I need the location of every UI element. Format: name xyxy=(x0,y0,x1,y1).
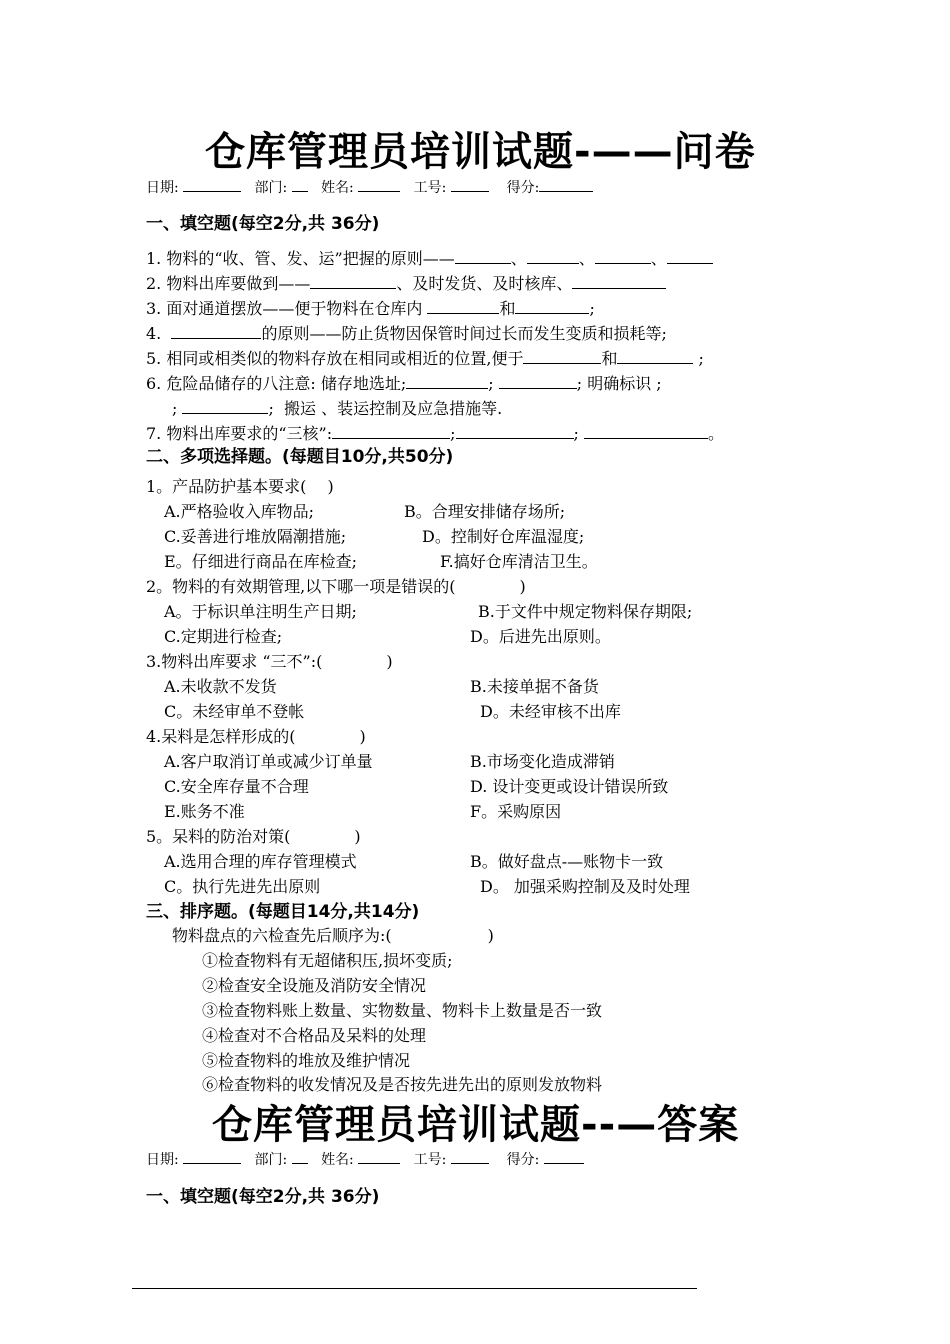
dept-label: 部门: xyxy=(254,1152,288,1168)
q6-semicolon: ; xyxy=(172,399,178,418)
fill-question-2 xyxy=(146,271,666,294)
q5-text: 5. 相同或相类似的物料存放在相同或相近的位置,便于 xyxy=(146,349,524,368)
name-label: 姓名: xyxy=(321,1152,354,1168)
q6-text-b: 明确标识 ; xyxy=(587,374,662,393)
mc-q1-option-d[interactable]: D。控制好仓库温湿度; xyxy=(422,527,585,546)
fill-question-3: 3. 面对通道摆放——便于物料在仓库内 和 ; xyxy=(146,299,595,318)
mc-question-5: 5。呆料的防治对策( ) xyxy=(146,827,361,846)
footer-rule xyxy=(132,1288,697,1289)
q2-text: 2. 物料出库要做到—— xyxy=(146,274,311,293)
mc-q1-option-a[interactable]: A.严格验收入库物品; xyxy=(164,502,315,521)
date-blank[interactable] xyxy=(183,177,241,192)
mc-q4-option-e[interactable]: E.账务不准 xyxy=(164,802,245,821)
mc-question-1: 1。产品防护基本要求( ) xyxy=(146,477,334,496)
empno-blank[interactable] xyxy=(451,1149,489,1164)
q7-text: 7. 物料出库要求的“三核”: xyxy=(146,424,333,443)
mc-q3-option-a[interactable]: A.未收款不发货 xyxy=(164,677,277,696)
date-blank[interactable] xyxy=(183,1149,241,1164)
score-label: 得分: xyxy=(506,180,540,196)
q3-text: 3. 面对通道摆放——便于物料在仓库内 xyxy=(146,299,423,318)
q3-text-b: 和 xyxy=(499,299,516,318)
dept-blank[interactable] xyxy=(292,1149,308,1164)
name-blank[interactable] xyxy=(358,177,400,192)
fill-question-4 xyxy=(146,321,667,344)
mc-q4-option-f[interactable]: F。采购原因 xyxy=(470,802,562,821)
mc-q2-option-b[interactable]: B.于文件中规定物料保存期限; xyxy=(478,602,693,621)
mc-q1-option-c[interactable]: C.妥善进行堆放隔潮措施; xyxy=(164,527,347,546)
mc-q4-option-d[interactable]: D. 设计变更或设计错误所致 xyxy=(470,777,669,796)
mc-q2-option-c[interactable]: C.定期进行检查; xyxy=(164,627,283,646)
dept-label: 部门: xyxy=(254,180,288,196)
score-blank[interactable] xyxy=(544,1149,584,1164)
q1-blank-1[interactable] xyxy=(455,249,511,264)
q5-blank-2[interactable] xyxy=(617,349,693,364)
q1-blank-3[interactable] xyxy=(595,249,651,264)
mc-q5-option-a[interactable]: A.选用合理的库存管理模式 xyxy=(164,852,357,871)
mc-q4-option-b[interactable]: B.市场变化造成滞销 xyxy=(470,752,615,771)
name-blank[interactable] xyxy=(358,1149,400,1164)
mc-q1-option-b[interactable]: B。合理安排储存场所; xyxy=(404,502,566,521)
mc-q3-option-d[interactable]: D。未经审核不出库 xyxy=(480,702,621,721)
fill-question-7: 7. 物料出库要求的“三核”: ; ; 。 xyxy=(146,424,724,443)
page-title-questionnaire: 仓库管理员培训试题-——问卷 xyxy=(205,129,756,175)
date-label: 日期: xyxy=(146,180,179,196)
mc-question-2: 2。物料的有效期管理,以下哪一项是错误的( ) xyxy=(146,577,526,596)
mc-q5-option-b[interactable]: B。做好盘点-—账物卡一致 xyxy=(470,852,664,871)
q6-text: 6. 危险品储存的八注意: 储存地选址; xyxy=(146,374,407,393)
q4-text: 的原则——防止货物因保管时间过长而发生变质和损耗等; xyxy=(261,324,667,343)
order-item-1: ①检查物料有无超储积压,损坏变质; xyxy=(202,951,453,970)
mc-question-3: 3.物料出库要求 “三不”:( ) xyxy=(146,652,393,671)
q2-text-b: 、及时发货、及时核库、 xyxy=(396,274,573,293)
score-label: 得分: xyxy=(506,1152,540,1168)
q7-blank-1[interactable] xyxy=(332,424,450,439)
mc-q3-option-c[interactable]: C。未经审单不登帐 xyxy=(164,702,305,721)
name-label: 姓名: xyxy=(321,180,354,196)
q5-blank-1[interactable] xyxy=(523,349,601,364)
q2-blank-2[interactable] xyxy=(572,274,666,289)
order-item-4: ④检查对不合格品及呆料的处理 xyxy=(202,1026,427,1045)
q4-num: 4. xyxy=(146,324,162,343)
mc-q4-option-a[interactable]: A.客户取消订单或减少订单量 xyxy=(164,752,373,771)
order-item-3: ③检查物料账上数量、实物数量、物料卡上数量是否一致 xyxy=(202,1001,603,1020)
order-question-intro: 物料盘点的六检查先后顺序为:( ) xyxy=(172,926,494,945)
fill-question-1: 1. 物料的“收、管、发、运”把握的原则—— 、 、 、 xyxy=(146,246,713,269)
order-item-2: ②检查安全设施及消防安全情况 xyxy=(202,976,427,995)
mc-q2-option-a[interactable]: A。于标识单注明生产日期; xyxy=(164,602,357,621)
q1-blank-4[interactable] xyxy=(667,249,713,264)
q2-blank-1[interactable] xyxy=(310,274,396,289)
answers-section-heading-fill: 一、填空题(每空2分,共 36分) xyxy=(146,1187,380,1207)
section-heading-order: 三、排序题。(每题目14分,共14分) xyxy=(146,902,420,922)
mc-q3-option-b[interactable]: B.未接单据不备货 xyxy=(470,677,599,696)
section-heading-multi: 二、多项选择题。(每题目10分,共50分) xyxy=(146,447,454,467)
section-heading-fill: 一、填空题(每空2分,共 36分) xyxy=(146,214,380,234)
q3-blank-1[interactable] xyxy=(427,299,499,314)
order-item-6: ⑥检查物料的收发情况及是否按先进先出的原则发放物料 xyxy=(202,1075,603,1094)
q6-blank-2[interactable] xyxy=(499,374,577,389)
empno-blank[interactable] xyxy=(451,177,489,192)
empno-label: 工号: xyxy=(413,1152,447,1168)
q5-text-b: 和 xyxy=(601,349,618,368)
page-title-answers: 仓库管理员培训试题--—答案 xyxy=(212,1102,740,1148)
empno-label: 工号: xyxy=(413,180,447,196)
mc-q5-option-d[interactable]: D。 加强采购控制及及时处理 xyxy=(480,877,690,896)
mc-q5-option-c[interactable]: C。执行先进先出原则 xyxy=(164,877,321,896)
q6-text-d: 搬运 、装运控制及应急措施等. xyxy=(284,399,503,418)
q7-blank-3[interactable] xyxy=(584,424,708,439)
fill-question-6: 6. 危险品储存的八注意: 储存地选址; ; ; 明确标识 ; xyxy=(146,374,662,393)
q3-blank-2[interactable] xyxy=(515,299,589,314)
info-row xyxy=(146,177,593,197)
q6-blank-1[interactable] xyxy=(406,374,488,389)
date-label: 日期: xyxy=(146,1152,179,1168)
mc-q1-option-e[interactable]: E。仔细进行商品在库检查; xyxy=(164,552,358,571)
q1-blank-2[interactable] xyxy=(527,249,579,264)
answers-info-row xyxy=(146,1149,584,1169)
q4-blank[interactable] xyxy=(171,324,261,339)
q6-blank-3[interactable] xyxy=(182,399,268,414)
score-blank[interactable] xyxy=(539,177,593,192)
fill-question-5: 5. 相同或相类似的物料存放在相同或相近的位置,便于 和 ; xyxy=(146,349,704,368)
fill-question-6-cont: ; ; 搬运 、装运控制及应急措施等. xyxy=(172,399,503,418)
order-item-5: ⑤检查物料的堆放及维护情况 xyxy=(202,1051,411,1070)
mc-question-4: 4.呆料是怎样形成的( ) xyxy=(146,727,366,746)
q7-blank-2[interactable] xyxy=(456,424,574,439)
mc-q1-option-f[interactable]: F.搞好仓库清洁卫生。 xyxy=(440,552,598,571)
mc-q2-option-d[interactable]: D。后进先出原则。 xyxy=(470,627,611,646)
mc-q4-option-c[interactable]: C.安全库存量不合理 xyxy=(164,777,309,796)
q1-text: 1. 物料的“收、管、发、运”把握的原则—— xyxy=(146,249,455,268)
dept-blank[interactable] xyxy=(292,177,308,192)
